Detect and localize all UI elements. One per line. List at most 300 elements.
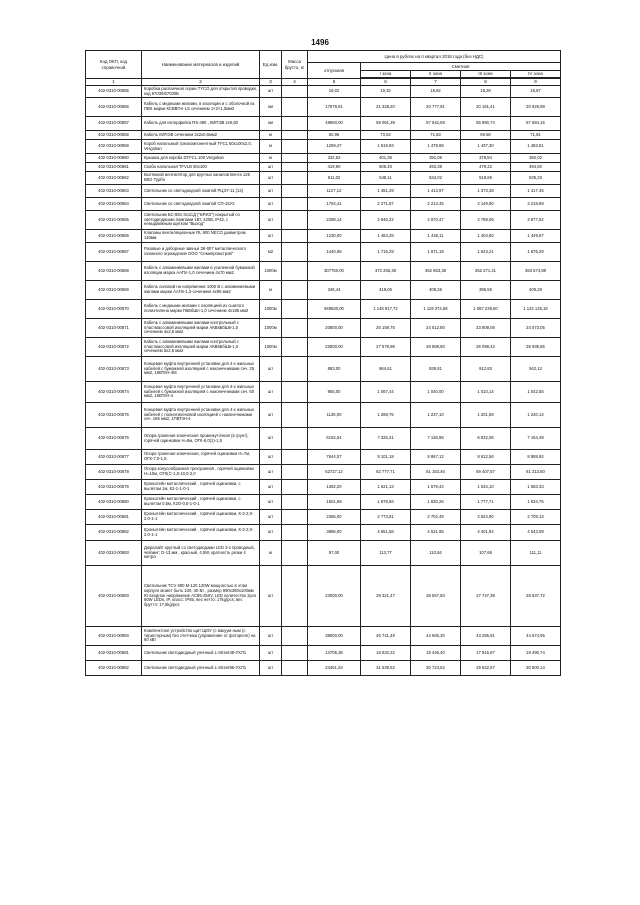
price-zone-4: 1 675,29 bbox=[511, 243, 561, 262]
column-number: 2 bbox=[142, 79, 260, 86]
item-mass bbox=[282, 300, 308, 319]
column-number: 4 bbox=[282, 79, 308, 86]
table-row bbox=[86, 480, 561, 495]
price-zone-1: 113,77 bbox=[361, 541, 411, 566]
price-zone-2: 362 653,38 bbox=[411, 262, 461, 281]
item-name: Опора граненая коническая, горячей оцинковки Н=7м, ОГК-7,0-1,5 bbox=[142, 450, 260, 465]
price-zone-4: 18 490,74 bbox=[511, 646, 561, 661]
price-zone-2: 534,02 bbox=[411, 172, 461, 185]
price-zone-4: 1 483,51 bbox=[511, 140, 561, 154]
item-mass bbox=[282, 262, 308, 281]
item-name: Светильник TCV 690 M-120 120W мощностью в этом корпусе может быть 100, 40 Вт , размер 990х390х100мм Ю входное напряжение AC85-250V, LED количество 2pcs 60W LEDs, IP, класс: IP65, вес нетто: 17kg/pcs; вес брутто: 17,5kg/pcs bbox=[142, 566, 260, 627]
item-code: 402-0310-00867 bbox=[86, 243, 142, 262]
table-row bbox=[86, 428, 561, 450]
price-zone-3: 107,66 bbox=[461, 541, 511, 566]
price-zone-3: 69,58 bbox=[461, 131, 511, 140]
price-zone-3: 2 624,90 bbox=[461, 510, 511, 525]
price-zone-1: 29 321,47 bbox=[361, 566, 411, 627]
item-name: Светильник со светодиодной лампой СП-15У2 bbox=[142, 198, 260, 211]
header-zone-2: II зона bbox=[411, 71, 461, 78]
price-zone-3: 59 407,57 bbox=[461, 465, 511, 480]
item-mass bbox=[282, 661, 308, 676]
price-zone-3: 29 842,57 bbox=[461, 661, 511, 676]
item-code: 402-0310-00878 bbox=[86, 465, 142, 480]
item-unit: шт bbox=[260, 211, 282, 230]
item-mass bbox=[282, 230, 308, 243]
price-zone-2: 44 565,30 bbox=[411, 627, 461, 646]
table-row bbox=[86, 525, 561, 541]
price-release: 1230,00 bbox=[308, 230, 361, 243]
item-mass bbox=[282, 382, 308, 403]
price-zone-1: 506,40 bbox=[361, 163, 411, 172]
item-mass bbox=[282, 338, 308, 357]
price-zone-3: 2 149,90 bbox=[461, 198, 511, 211]
item-name: Кабель с алюминиевыми жилами контрольный с пластмассовой изоляцией марки АКВвБбШв-1,0 сечением 5х2,5 мм2 bbox=[142, 338, 260, 357]
price-zone-1: 1 148 917,72 bbox=[361, 300, 411, 319]
item-name: Вытяжной вентилятор для круглых каналов Вента 125 ВКО Турбо bbox=[142, 172, 260, 185]
price-zone-2: 71,63 bbox=[411, 131, 461, 140]
item-code: 402-0310-00872 bbox=[86, 338, 142, 357]
item-code: 402-0310-00893 bbox=[86, 566, 142, 627]
item-name: Дюралайт круглый со светодиодами LED 3-х проводный, чейзинг; D-13 мм , красный, 4,5W, кратность резки 4 метра bbox=[142, 541, 260, 566]
price-release: 1764,41 bbox=[308, 198, 361, 211]
price-zone-3: 18,28 bbox=[461, 86, 511, 98]
item-name: Светильник со светодиодной лампой РЦЭ7-11 (12) bbox=[142, 185, 260, 198]
price-zone-4: 363 574,88 bbox=[511, 262, 561, 281]
price-release: 1362,20 bbox=[308, 480, 361, 495]
price-zone-2: 1 830,26 bbox=[411, 495, 461, 510]
item-unit: шт bbox=[260, 465, 282, 480]
price-release: 23000,00 bbox=[308, 566, 361, 627]
item-code: 402-0310-00881 bbox=[86, 510, 142, 525]
item-mass bbox=[282, 172, 308, 185]
table-row bbox=[86, 211, 561, 230]
price-release: 18,02 bbox=[308, 86, 361, 98]
item-name: Крышка для короба DTFCL 100 Vergokan bbox=[142, 154, 260, 163]
item-unit: шт bbox=[260, 450, 282, 465]
item-code: 402-0310-00894 bbox=[86, 627, 142, 646]
table-row bbox=[86, 661, 561, 676]
price-release: 20800,00 bbox=[308, 319, 361, 338]
price-zone-3: 17 915,87 bbox=[461, 646, 511, 661]
item-code: 402-0310-00882 bbox=[86, 661, 142, 676]
item-code: 402-0310-00862 bbox=[86, 172, 142, 185]
price-release: 7644,07 bbox=[308, 450, 361, 465]
table-row bbox=[86, 450, 561, 465]
item-unit: 1000м bbox=[260, 319, 282, 338]
item-code: 402-0310-00856 bbox=[86, 98, 142, 117]
item-code: 402-0310-00874 bbox=[86, 382, 142, 403]
item-name: Концевая муфта внутренней установки для 4-х жильных кабелей с полиэтиленовой изоляцией с наконечниками сеч. 185 мм2, 1ПВТпН-4 bbox=[142, 403, 260, 428]
price-release: 2288,14 bbox=[308, 211, 361, 230]
price-zone-1: 1 621,13 bbox=[361, 480, 411, 495]
item-unit: шт bbox=[260, 566, 282, 627]
price-zone-1: 401,36 bbox=[361, 154, 411, 163]
price-zone-4: 7 154,49 bbox=[511, 428, 561, 450]
price-zone-3: 518,69 bbox=[461, 172, 511, 185]
item-mass bbox=[282, 131, 308, 140]
price-zone-3: 8 612,56 bbox=[461, 450, 511, 465]
item-name: Кабель для интерфейса RS-485 , КИПЭВ 2х0,60 bbox=[142, 117, 260, 131]
price-zone-4: 20 828,98 bbox=[511, 98, 561, 117]
price-zone-2: 1 040,00 bbox=[411, 382, 461, 403]
column-number: 6 bbox=[361, 79, 411, 86]
price-zone-1: 25 159,75 bbox=[361, 319, 411, 338]
price-zone-1: 4 651,58 bbox=[361, 525, 411, 541]
header-zone-3: III зона bbox=[461, 71, 511, 78]
table-row bbox=[86, 163, 561, 172]
item-unit: шт bbox=[260, 428, 282, 450]
price-zone-3: 26 098,42 bbox=[461, 338, 511, 357]
column-number: 1 bbox=[86, 79, 142, 86]
price-zone-3: 1 437,30 bbox=[461, 140, 511, 154]
item-code: 402-0310-00861 bbox=[86, 163, 142, 172]
item-name: Кронштейн металлический , горячей оцинковки, с вылетом 1м, К2-1-1-0-1 bbox=[142, 480, 260, 495]
price-zone-2: 408,26 bbox=[411, 281, 461, 300]
price-zone-1: 2 946,22 bbox=[361, 211, 411, 230]
price-zone-4: 1 122 126,18 bbox=[511, 300, 561, 319]
table-row bbox=[86, 243, 561, 262]
table-row bbox=[86, 86, 561, 98]
price-zone-3: 4 401,84 bbox=[461, 525, 511, 541]
price-zone-1: 1 067,44 bbox=[361, 382, 411, 403]
table-row bbox=[86, 510, 561, 525]
item-unit: шт bbox=[260, 495, 282, 510]
price-zone-3: 379,84 bbox=[461, 154, 511, 163]
price-release: 883,00 bbox=[308, 357, 361, 382]
price-release: 2365,00 bbox=[308, 510, 361, 525]
item-mass bbox=[282, 281, 308, 300]
item-mass bbox=[282, 465, 308, 480]
price-zone-2: 1 446,11 bbox=[411, 230, 461, 243]
price-zone-1: 1 269,75 bbox=[361, 403, 411, 428]
item-code: 402-0310-00882 bbox=[86, 525, 142, 541]
table-row bbox=[86, 627, 561, 646]
item-code: 402-0310-00879 bbox=[86, 480, 142, 495]
price-zone-3: 20 161,41 bbox=[461, 98, 511, 117]
item-mass bbox=[282, 480, 308, 495]
price-zone-2: 7 136,95 bbox=[411, 428, 461, 450]
table-row bbox=[86, 646, 561, 661]
table-row bbox=[86, 465, 561, 480]
page-number: 1496 bbox=[311, 38, 329, 47]
price-zone-3: 55 890,74 bbox=[461, 117, 511, 131]
price-zone-2: 2 870,47 bbox=[411, 211, 461, 230]
price-zone-2: 24 512,80 bbox=[411, 319, 461, 338]
item-code: 402-0310-00860 bbox=[86, 154, 142, 163]
item-code: 402-0310-00883 bbox=[86, 541, 142, 566]
price-zone-1: 1 519,93 bbox=[361, 140, 411, 154]
table-body bbox=[86, 86, 561, 676]
price-zone-4: 409,29 bbox=[511, 281, 561, 300]
item-name: Кабель с медными жилами с изоляцией из сшитого полиэтилена марки ПвБбШп-1,0 сечением 4х185 мм2 bbox=[142, 300, 260, 319]
table-row bbox=[86, 154, 561, 163]
item-name: Опора конусообразная трехгранная , горячей оцинковки Н=10м, ОГК(С-1,8-10,0-2,0 bbox=[142, 465, 260, 480]
price-zone-2: 20 777,91 bbox=[411, 98, 461, 117]
price-zone-1: 2 271,87 bbox=[361, 198, 411, 211]
item-name: Опора граненая коническая промежуточная (в грунт), горячей оцинковки Н=6м, ОГК-6,0(1)-1,5 bbox=[142, 428, 260, 450]
price-zone-4: 1 583,33 bbox=[511, 480, 561, 495]
table-row bbox=[86, 566, 561, 627]
price-zone-1: 9 101,18 bbox=[361, 450, 411, 465]
price-zone-1: 1 451,29 bbox=[361, 185, 411, 198]
price-release: 38000,00 bbox=[308, 627, 361, 646]
item-code: 402-0310-00857 bbox=[86, 117, 142, 131]
price-zone-1: 27 578,96 bbox=[361, 338, 411, 357]
price-release: 17678,81 bbox=[308, 98, 361, 117]
item-mass bbox=[282, 140, 308, 154]
item-name: Комплектное устройство щит ЩОУ (с вакуум-ным (с тиристорным) без счетчика (управление от фотореле) на 60 кВт bbox=[142, 627, 260, 646]
price-zone-2: 1 413,97 bbox=[411, 185, 461, 198]
price-zone-2: 8 867,12 bbox=[411, 450, 461, 465]
item-name: Разовые и доборные звенья ЗК-007 металлического газонного ограждения ООО "Семипромстрой" bbox=[142, 243, 260, 262]
item-code: 402-0310-00875 bbox=[86, 403, 142, 428]
price-zone-4: 18,87 bbox=[511, 86, 561, 98]
price-release: 6152,54 bbox=[308, 428, 361, 450]
item-unit: шт bbox=[260, 382, 282, 403]
item-name: Концевая муфта внутренней установки для 4-х жильных кабелей с бумажной изоляцией с наконечниками сеч. 50 мм2, 1КВТпН-4 bbox=[142, 382, 260, 403]
price-zone-4: 1 449,67 bbox=[511, 230, 561, 243]
item-mass bbox=[282, 198, 308, 211]
item-mass bbox=[282, 86, 308, 98]
header-smetnaya: Сметная bbox=[361, 63, 561, 71]
price-zone-4: 57 684,15 bbox=[511, 117, 561, 131]
price-zone-1: 18 932,22 bbox=[361, 646, 411, 661]
price-zone-4: 26 935,85 bbox=[511, 338, 561, 357]
item-name: Светильник светодиодный уличный L-Street96-УХЛ1 bbox=[142, 661, 260, 676]
price-zone-2: 2 213,45 bbox=[411, 198, 461, 211]
price-zone-3: 1 404,60 bbox=[461, 230, 511, 243]
column-number: 5 bbox=[308, 79, 361, 86]
header-zone-4: IV зона bbox=[511, 71, 561, 78]
item-unit: 1000м bbox=[260, 262, 282, 281]
price-zone-3: 23 809,08 bbox=[461, 319, 511, 338]
price-release: 419,90 bbox=[308, 163, 361, 172]
price-zone-1: 1 715,29 bbox=[361, 243, 411, 262]
table-row bbox=[86, 495, 561, 510]
price-zone-1: 372 255,48 bbox=[361, 262, 411, 281]
item-name: Кабель КИПЭВ сечением 2х2х0,6мм2 bbox=[142, 131, 260, 140]
price-zone-2: 57 542,59 bbox=[411, 117, 461, 131]
table-row bbox=[86, 338, 561, 357]
header-price-title: Цена в рублях на II квартал 2018 года (без НДС) bbox=[308, 51, 561, 63]
price-release: 955,00 bbox=[308, 382, 361, 403]
item-unit: шт bbox=[260, 661, 282, 676]
price-zone-4: 494,60 bbox=[511, 163, 561, 172]
price-zone-4: 535,33 bbox=[511, 172, 561, 185]
price-zone-1: 419,06 bbox=[361, 281, 411, 300]
price-release: 307750,00 bbox=[308, 262, 361, 281]
price-zone-4: 24 573,05 bbox=[511, 319, 561, 338]
table-row bbox=[86, 319, 561, 338]
header-otpusknaya: отпускная bbox=[308, 63, 361, 79]
price-zone-1: 31 539,52 bbox=[361, 661, 411, 676]
table-row bbox=[86, 140, 561, 154]
price-zone-2: 110,84 bbox=[411, 541, 461, 566]
item-unit: шт bbox=[260, 163, 282, 172]
price-zone-2: 1 237,10 bbox=[411, 403, 461, 428]
price-zone-4: 71,81 bbox=[511, 131, 561, 140]
table-row bbox=[86, 131, 561, 140]
item-unit: км bbox=[260, 98, 282, 117]
table-row bbox=[86, 541, 561, 566]
table-row bbox=[86, 185, 561, 198]
item-mass bbox=[282, 154, 308, 163]
price-zone-2: 493,38 bbox=[411, 163, 461, 172]
item-mass bbox=[282, 98, 308, 117]
column-number: 3 bbox=[260, 79, 282, 86]
table-row bbox=[86, 382, 561, 403]
price-release: 1601,69 bbox=[308, 495, 361, 510]
item-unit: 1000м bbox=[260, 338, 282, 357]
price-zone-1: 548,11 bbox=[361, 172, 411, 185]
price-zone-4: 1 417,45 bbox=[511, 185, 561, 198]
price-zone-3: 912,83 bbox=[461, 357, 511, 382]
price-zone-3: 1 777,71 bbox=[461, 495, 511, 510]
price-zone-2: 30 724,62 bbox=[411, 661, 461, 676]
table-header bbox=[86, 51, 561, 86]
header-zone-1: I зона bbox=[361, 71, 411, 78]
table-row bbox=[86, 300, 561, 319]
price-zone-3: 6 932,06 bbox=[461, 428, 511, 450]
price-zone-1: 59 061,39 bbox=[361, 117, 411, 131]
item-name: Кронштейн металлический , горячей оцинковки, К-2-2,0-2,0-1-1 bbox=[142, 510, 260, 525]
price-release: 1259,47 bbox=[308, 140, 361, 154]
item-mass bbox=[282, 211, 308, 230]
table-row bbox=[86, 262, 561, 281]
column-number: 8 bbox=[461, 79, 511, 86]
item-unit: шт bbox=[260, 230, 282, 243]
item-unit: шт bbox=[260, 172, 282, 185]
column-numbers-row bbox=[86, 79, 561, 86]
price-zone-1: 1 878,56 bbox=[361, 495, 411, 510]
price-release: 97,00 bbox=[308, 541, 361, 566]
price-zone-1: 1 484,28 bbox=[361, 230, 411, 243]
item-code: 402-0310-00863 bbox=[86, 185, 142, 198]
price-zone-4: 2 709,13 bbox=[511, 510, 561, 525]
item-name: Кабель с алюминиевыми жилами в усиленной бумажной изоляции марка ААПл-1,0 сечением 4х70 мм2 bbox=[142, 262, 260, 281]
table-row bbox=[86, 198, 561, 211]
item-code: 402-0310-00859 bbox=[86, 140, 142, 154]
price-release: 1127,12 bbox=[308, 185, 361, 198]
price-zone-4: 1 240,14 bbox=[511, 403, 561, 428]
item-unit: шт bbox=[260, 525, 282, 541]
header-name: Наименование материалов и изделий bbox=[142, 51, 260, 79]
item-mass bbox=[282, 117, 308, 131]
item-code: 402-0310-00876 bbox=[86, 428, 142, 450]
item-code: 402-0310-00871 bbox=[86, 319, 142, 338]
item-unit: м bbox=[260, 154, 282, 163]
item-unit: м bbox=[260, 131, 282, 140]
item-name: Клапаны вентиляционные RL 900 NECO диаметром 110мм bbox=[142, 230, 260, 243]
item-name: Кабель силовой на напряжение 1000 В с алюминиевыми жилами марки ААПл-1,0 сечением 4х95 мм2 bbox=[142, 281, 260, 300]
price-zone-4: 2 877,52 bbox=[511, 211, 561, 230]
price-zone-1: 7 325,31 bbox=[361, 428, 411, 450]
price-release: 332,62 bbox=[308, 154, 361, 163]
item-unit: шт bbox=[260, 403, 282, 428]
item-name: Кронштейн металлический , горячей оцинковки, с вылетом 0,5м, К2О-0,5-1-0-1 bbox=[142, 495, 260, 510]
item-name: Концевая муфта внутренней установки для 4-х жильных кабелей с бумажной изоляцией с наконечниками сеч. 25 мм2, 1КВТпН-4М bbox=[142, 357, 260, 382]
table-row bbox=[86, 281, 561, 300]
item-code: 402-0310-00865 bbox=[86, 211, 142, 230]
price-table bbox=[85, 50, 561, 676]
table-row bbox=[86, 357, 561, 382]
item-unit: шт bbox=[260, 86, 282, 98]
table-row bbox=[86, 230, 561, 243]
price-release: 14705,38 bbox=[308, 646, 361, 661]
item-mass bbox=[282, 428, 308, 450]
price-zone-4: 2 218,89 bbox=[511, 198, 561, 211]
item-unit: шт bbox=[260, 198, 282, 211]
item-code: 402-0310-00855 bbox=[86, 86, 142, 98]
price-release: 22800,00 bbox=[308, 338, 361, 357]
price-zone-2: 1 119 374,68 bbox=[411, 300, 461, 319]
item-name: Скоба напольная TFVLB 50х100 bbox=[142, 163, 260, 172]
price-zone-4: 30 800,14 bbox=[511, 661, 561, 676]
price-zone-4: 111,11 bbox=[511, 541, 561, 566]
item-name: Кронштейн металлический , горячей оцинковки, К-2-2,0-2,0-1-1 bbox=[142, 525, 260, 541]
price-zone-2: 18 445,40 bbox=[411, 646, 461, 661]
price-zone-2: 1 579,44 bbox=[411, 480, 461, 495]
price-zone-4: 942,12 bbox=[511, 357, 561, 382]
item-mass bbox=[282, 357, 308, 382]
table-row bbox=[86, 172, 561, 185]
item-mass bbox=[282, 185, 308, 198]
item-unit: шт bbox=[260, 510, 282, 525]
price-zone-3: 352 271,41 bbox=[461, 262, 511, 281]
item-name: Кабель с алюминиевыми жилами контрольный с пластмассовой изоляцией марки АКВвБбШв-1,0 сечением 4х2,5 мм2 bbox=[142, 319, 260, 338]
price-zone-2: 1 479,88 bbox=[411, 140, 461, 154]
item-mass bbox=[282, 646, 308, 661]
item-unit: м bbox=[260, 281, 282, 300]
price-zone-4: 61 313,60 bbox=[511, 465, 561, 480]
price-zone-4: 1 042,55 bbox=[511, 382, 561, 403]
price-zone-3: 1 201,59 bbox=[461, 403, 511, 428]
item-code: 402-0310-00858 bbox=[86, 131, 142, 140]
price-release: 949830,00 bbox=[308, 300, 361, 319]
price-zone-3: 43 285,91 bbox=[461, 627, 511, 646]
item-mass bbox=[282, 450, 308, 465]
price-zone-2: 61 163,46 bbox=[411, 465, 461, 480]
price-zone-1: 964,61 bbox=[361, 357, 411, 382]
price-release: 3866,00 bbox=[308, 525, 361, 541]
price-zone-1: 45 741,49 bbox=[361, 627, 411, 646]
item-unit: шт bbox=[260, 357, 282, 382]
price-zone-2: 391,06 bbox=[411, 154, 461, 163]
price-release: 346,44 bbox=[308, 281, 361, 300]
price-release: 511,02 bbox=[308, 172, 361, 185]
price-zone-1: 62 777,71 bbox=[361, 465, 411, 480]
price-zone-3: 479,22 bbox=[461, 163, 511, 172]
item-unit: м bbox=[260, 140, 282, 154]
item-code: 402-0310-00868 bbox=[86, 262, 142, 281]
table-row bbox=[86, 403, 561, 428]
item-code: 402-0310-00869 bbox=[86, 281, 142, 300]
price-release: 1440,68 bbox=[308, 243, 361, 262]
price-zone-4: 8 888,92 bbox=[511, 450, 561, 465]
price-zone-2: 26 869,80 bbox=[411, 338, 461, 357]
price-zone-1: 19,32 bbox=[361, 86, 411, 98]
price-zone-1: 2 773,81 bbox=[361, 510, 411, 525]
item-mass bbox=[282, 525, 308, 541]
item-mass bbox=[282, 403, 308, 428]
table-row bbox=[86, 98, 561, 117]
item-unit: шт bbox=[260, 480, 282, 495]
item-name: Коробка распаячная серии TYCO для открытой проводки, код 67030/67030Б bbox=[142, 86, 260, 98]
item-name: Кабель с медными жилами, в изоляции и с оболочкой из ПВХ марки КСВВГнг-LS сечением 1×2×1,0мм2 bbox=[142, 98, 260, 117]
item-mass bbox=[282, 495, 308, 510]
item-code: 402-0310-00880 bbox=[86, 495, 142, 510]
